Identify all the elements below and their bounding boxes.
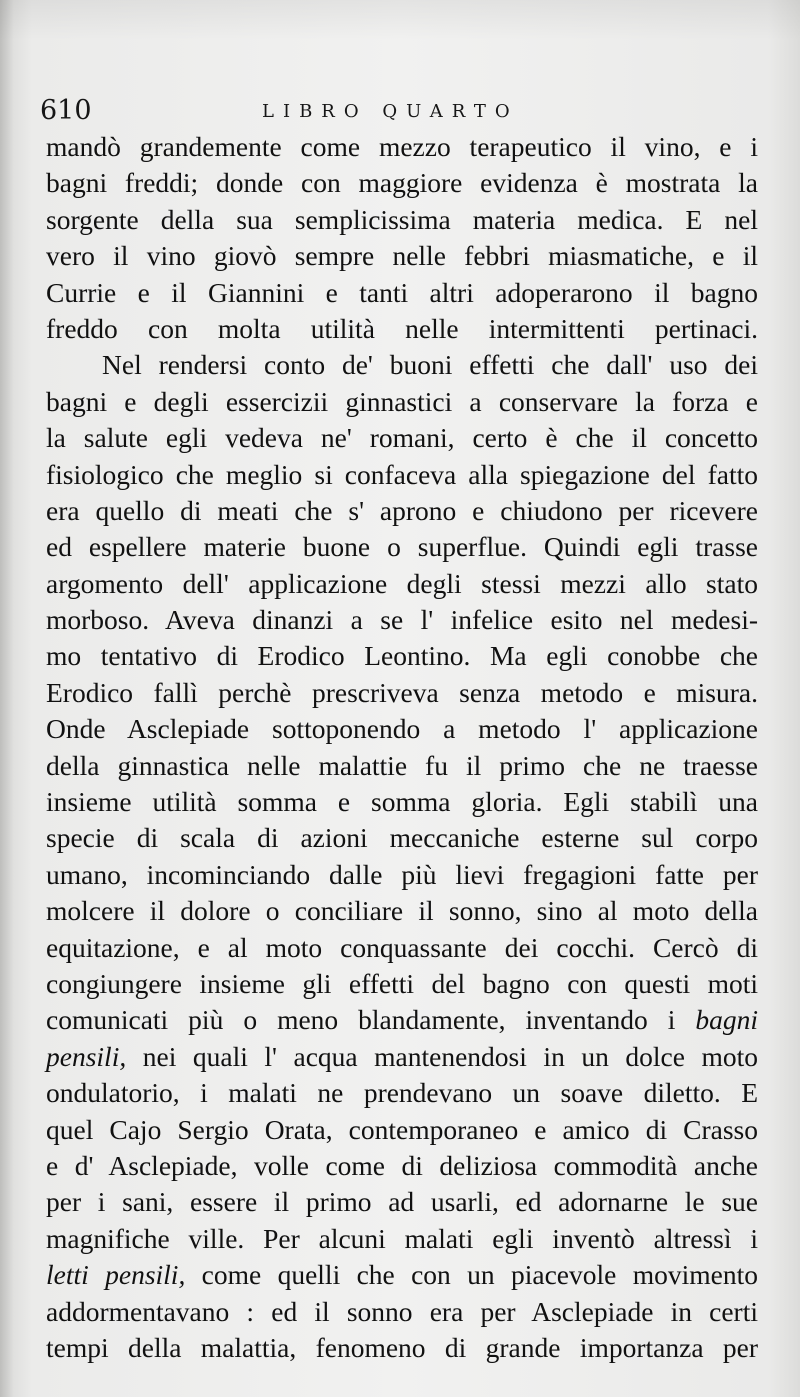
text-line: [46, 457, 758, 493]
line-text: Nel rendersi conto de' buoni effetti che dall' uso dei: [102, 349, 758, 381]
line-text: umano, incominciando dalle più lievi fregagioni fatte per: [46, 858, 758, 890]
text-line: [46, 311, 758, 347]
text-line: [46, 1075, 758, 1111]
line-text: morboso. Aveva dinanzi a se l' infelice esito nel medesi-: [46, 604, 758, 636]
text-line: [46, 748, 758, 784]
text-line: [46, 1148, 758, 1184]
text-line: [46, 384, 758, 420]
line-text: bagni freddi; donde con maggiore evidenza è mostrata la: [46, 167, 758, 199]
text-line: [46, 638, 758, 674]
line-text: argomento dell' applicazione degli stessi mezzi allo stato: [46, 567, 758, 599]
text-line: [46, 202, 758, 238]
page-header: [40, 93, 760, 129]
page-edge-shadow: [0, 0, 14, 1397]
text-line: [46, 238, 758, 274]
line-text: Erodico fallì perchè prescriveva senza metodo e misura.: [46, 676, 758, 708]
line-text: mandò grandemente come mezzo terapeutico il vino, e i: [46, 131, 758, 162]
text-line: [46, 893, 758, 929]
text-line: [46, 711, 758, 747]
text-line: [46, 566, 758, 602]
text-line: [46, 675, 758, 711]
text-line: [46, 1330, 758, 1366]
text-line: [46, 1294, 758, 1330]
text-line: [46, 602, 758, 638]
line-text: bagni e degli essercizii ginnastici a conservare la forza e: [46, 385, 758, 417]
text-line: [46, 165, 758, 201]
italic-term: letti pensili,: [46, 1259, 186, 1291]
body-text: [46, 129, 758, 1366]
line-text: per i sani, essere il primo ad usarli, ed adornarne le sue: [46, 1186, 758, 1218]
line-text: Currie e il Giannini e tanti altri adoperarono il bagno: [46, 276, 758, 308]
page-number: 610: [40, 95, 92, 126]
line-text: la salute egli vedeva ne' romani, certo è che il concetto: [46, 422, 758, 454]
text-line: [46, 1002, 758, 1038]
line-text: sorgente della sua semplicissima materia medica. E nel: [46, 203, 758, 235]
text-line: [46, 1184, 758, 1220]
text-line: [46, 129, 758, 165]
line-text: tempi della malattia, fenomeno di grande importanza per: [46, 1331, 758, 1363]
text-line: [46, 784, 758, 820]
line-text: comunicati più o meno blandamente, inventando i: [46, 1004, 696, 1036]
line-text: freddo con molta utilità nelle intermittenti pertinaci.: [46, 312, 758, 344]
line-text: ed espellere materie buone o superflue. Quindi egli trasse: [46, 531, 758, 563]
line-text: fisiologico che meglio si confaceva alla spiegazione del fatto: [46, 458, 758, 490]
line-text: vero il vino giovò sempre nelle febbri miasmatiche, e il: [46, 240, 758, 272]
text-line: [46, 420, 758, 456]
line-text: come quelli che con un piacevole movimento: [185, 1259, 758, 1291]
text-line: [46, 275, 758, 311]
text-line: [46, 529, 758, 565]
text-line: [46, 1221, 758, 1257]
line-text: mo tentativo di Erodico Leontino. Ma egli conobbe che: [46, 640, 758, 672]
text-line: [46, 930, 758, 966]
text-line: [46, 857, 758, 893]
line-text: era quello di meati che s' aprono e chiudono per ricevere: [46, 494, 758, 526]
text-line: [46, 966, 758, 1002]
text-line: [46, 1039, 758, 1075]
line-text: nei quali l' acqua mantenendosi in un dolce moto: [126, 1040, 758, 1072]
text-line: [46, 1112, 758, 1148]
line-text: congiungere insieme gli effetti del bagno con questi moti: [46, 967, 758, 999]
line-text: ondulatorio, i malati ne prendevano un soave diletto. E: [46, 1077, 758, 1109]
line-text: equitazione, e al moto conquassante dei cocchi. Cercò di: [46, 931, 758, 963]
text-line: [46, 1257, 758, 1293]
line-text: Onde Asclepiade sottoponendo a metodo l' applicazione: [46, 713, 758, 745]
line-text: molcere il dolore o conciliare il sonno, sino al moto della: [46, 895, 758, 927]
line-text: addormentavano : ed il sonno era per Asclepiade in certi: [46, 1295, 758, 1327]
text-line: [46, 347, 758, 383]
line-text: insieme utilità somma e somma gloria. Egli stabilì una: [46, 786, 758, 818]
line-text: specie di scala di azioni meccaniche esterne sul corpo: [46, 822, 758, 854]
text-line: [46, 820, 758, 856]
page-top-shadow: [0, 0, 800, 40]
italic-term: pensili,: [46, 1040, 127, 1072]
line-text: e d' Asclepiade, volle come di deliziosa commodità anche: [46, 1149, 758, 1181]
line-text: della ginnastica nelle malattie fu il primo che ne traesse: [46, 749, 758, 781]
text-line: [46, 493, 758, 529]
running-head: LIBRO QUARTO: [262, 101, 519, 122]
line-text: quel Cajo Sergio Orata, contemporaneo e amico di Crasso: [46, 1113, 758, 1145]
italic-term: bagni: [695, 1004, 758, 1036]
line-text: magnifiche ville. Per alcuni malati egli inventò altressì i: [46, 1222, 758, 1254]
